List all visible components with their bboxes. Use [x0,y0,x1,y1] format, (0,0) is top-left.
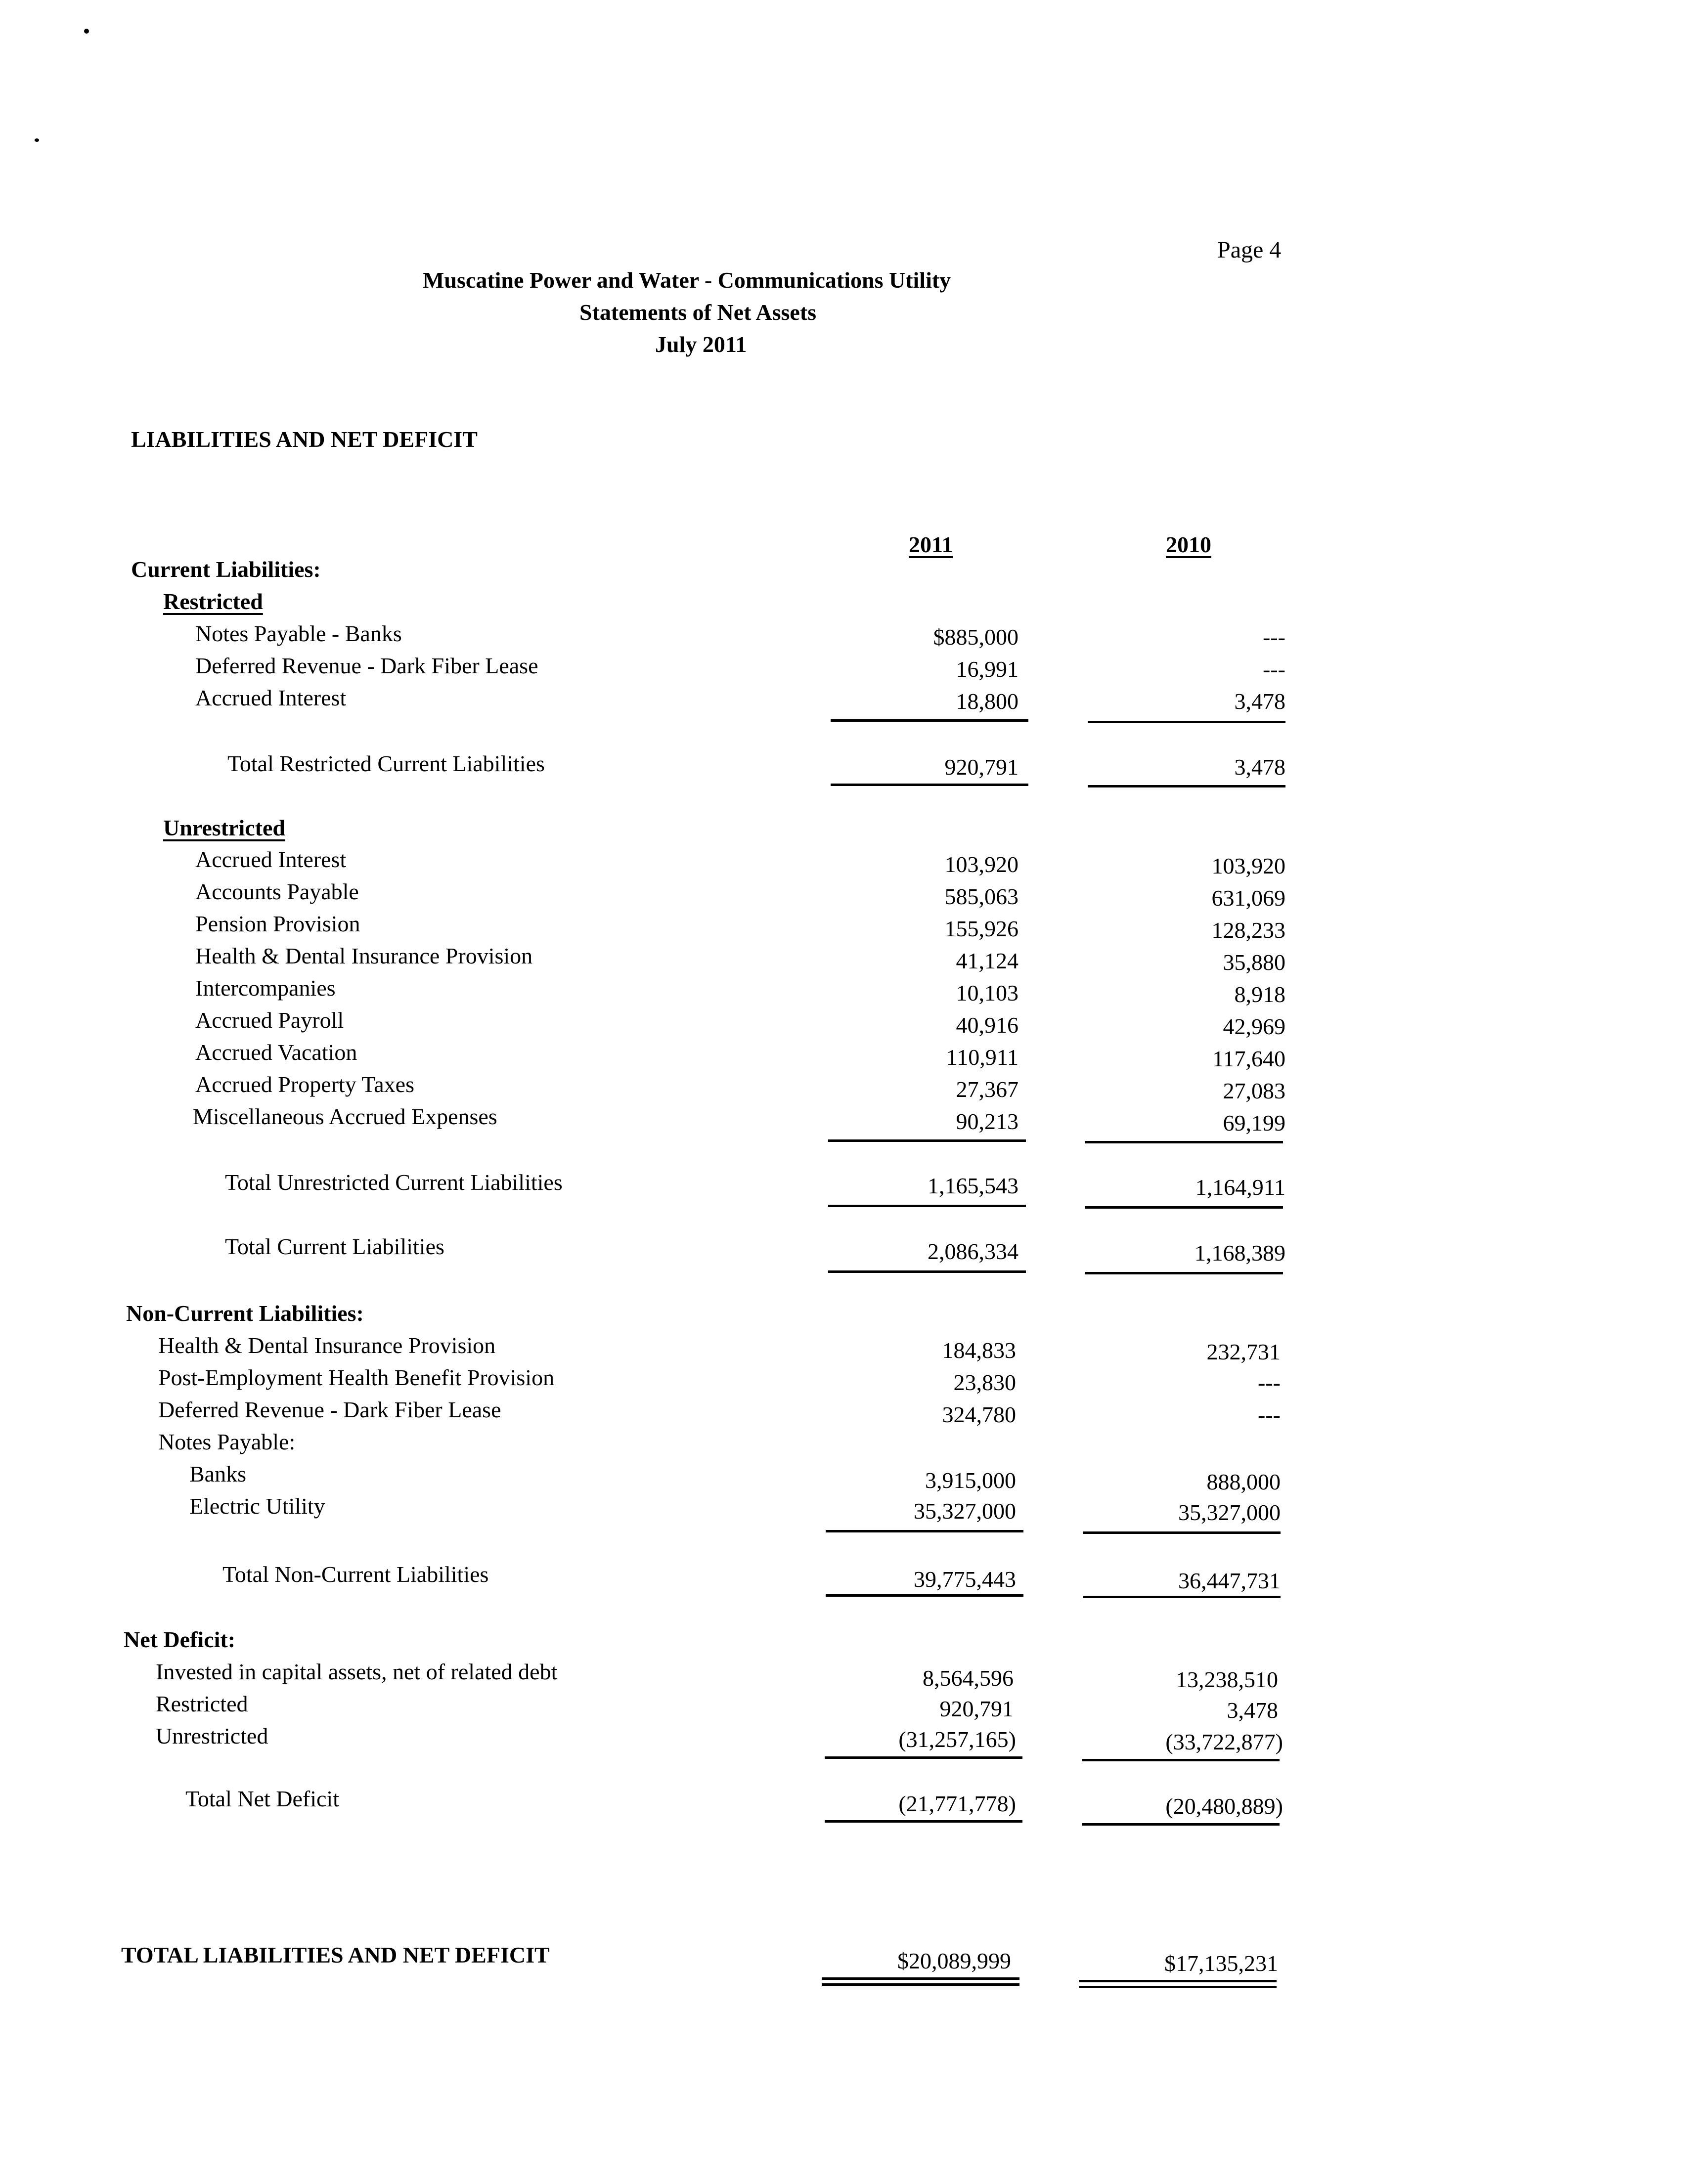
value-2011: 155,926 [944,916,1018,941]
value-2010: --- [1258,1370,1281,1395]
value-2010: 13,238,510 [1176,1667,1278,1692]
restricted-heading: Restricted [163,589,263,614]
value-2010: 8,918 [1234,982,1285,1007]
value-2011: $20,089,999 [897,1948,1011,1973]
value-2010: 117,640 [1212,1046,1285,1071]
value-2011: 90,213 [956,1109,1018,1134]
value-2010: (20,480,889) [1165,1793,1283,1819]
notes-payable-heading: Notes Payable: [158,1429,296,1454]
row-label: Miscellaneous Accrued Expenses [193,1104,497,1129]
value-2011: 2,086,334 [928,1239,1018,1264]
row-label: Total Non-Current Liabilities [222,1562,489,1587]
row-label: Post-Employment Health Benefit Provision [158,1365,555,1390]
value-2011: 10,103 [956,980,1018,1005]
value-2010: 36,447,731 [1178,1568,1281,1593]
value-2010: --- [1263,656,1285,682]
total-rule [1088,785,1285,787]
row-label: Unrestricted [156,1723,268,1748]
row-label: Invested in capital assets, net of related debt [156,1659,558,1684]
section-title: LIABILITIES AND NET DEFICIT [131,427,478,452]
value-2011: 16,991 [956,656,1018,682]
total-rule [1082,1823,1280,1826]
value-2010: 3,478 [1234,754,1285,780]
column-header-2010: 2010 [1166,532,1211,557]
row-label: Accrued Property Taxes [195,1072,414,1097]
value-2010: 128,233 [1211,917,1285,943]
value-2010: 69,199 [1223,1110,1285,1136]
scan-speck [35,138,39,142]
row-label: TOTAL LIABILITIES AND NET DEFICIT [121,1942,550,1967]
company-title: Muscatine Power and Water - Communications Utility [423,267,951,293]
row-label: Banks [189,1461,246,1486]
value-2011: (21,771,778) [898,1791,1016,1816]
row-label: Accrued Payroll [195,1007,344,1033]
period-title: July 2011 [655,332,747,357]
subtotal-rule [825,1756,1022,1759]
row-label: Deferred Revenue - Dark Fiber Lease [195,653,538,678]
row-label: Restricted [156,1691,248,1716]
value-2010: 27,083 [1223,1078,1285,1103]
subtotal-rule [828,1139,1026,1142]
value-2011: 920,791 [939,1696,1014,1721]
value-2010: 1,168,389 [1195,1240,1285,1266]
total-rule [825,1820,1022,1823]
value-2011: 3,915,000 [925,1468,1016,1493]
value-2011: 1,165,543 [928,1173,1018,1198]
value-2010: 35,327,000 [1178,1500,1281,1525]
total-rule [826,1594,1023,1597]
value-2010: (33,722,877) [1165,1729,1283,1754]
total-rule [1085,1206,1283,1209]
value-2011: 27,367 [956,1077,1018,1102]
value-2010: 103,920 [1211,853,1285,878]
value-2011: 585,063 [944,884,1018,909]
total-rule [831,784,1028,786]
value-2010: $17,135,231 [1164,1951,1278,1976]
subtotal-rule [1082,1759,1280,1761]
row-label: Accounts Payable [195,879,359,904]
total-rule [1085,1272,1283,1274]
net-deficit-heading: Net Deficit: [124,1627,236,1652]
scan-speck [84,29,89,34]
subtotal-rule [826,1530,1023,1532]
value-2010: 3,478 [1234,689,1285,714]
row-label: Health & Dental Insurance Provision [195,943,533,968]
value-2011: 40,916 [956,1012,1018,1038]
subtotal-rule [1088,721,1285,723]
subtotal-rule [1083,1531,1281,1534]
value-2011: 8,564,596 [923,1665,1014,1691]
value-2011: 18,800 [956,689,1018,714]
row-label: Electric Utility [189,1493,325,1519]
row-label: Total Current Liabilities [225,1234,444,1259]
row-label: Accrued Vacation [195,1040,357,1065]
value-2010: 631,069 [1211,885,1285,911]
row-label: Notes Payable - Banks [195,621,402,646]
double-rule-bottom [1079,1986,1277,1988]
value-2010: 35,880 [1223,950,1285,975]
value-2010: 1,164,911 [1195,1175,1285,1200]
subtotal-rule [1085,1141,1283,1143]
value-2011: 39,775,443 [914,1567,1016,1592]
row-label: Total Unrestricted Current Liabilities [225,1170,563,1195]
total-rule [828,1270,1026,1273]
row-label: Total Restricted Current Liabilities [227,751,545,776]
value-2010: 232,731 [1206,1339,1281,1364]
unrestricted-heading: Unrestricted [163,815,285,840]
column-header-2011: 2011 [909,532,953,557]
value-2011: 324,780 [942,1402,1016,1427]
value-2010: --- [1258,1402,1281,1427]
double-rule-top [822,1977,1019,1980]
row-label: Pension Provision [195,911,360,936]
row-label: Accrued Interest [195,685,347,710]
statement-title: Statements of Net Assets [579,300,817,325]
value-2011: 920,791 [944,754,1018,780]
non-current-liabilities-heading: Non-Current Liabilities: [126,1301,364,1326]
current-liabilities-heading: Current Liabilities: [131,557,321,582]
value-2010: 3,478 [1227,1698,1278,1723]
value-2010: --- [1263,624,1285,650]
page-number: Page 4 [1217,237,1282,263]
row-label: Intercompanies [195,975,336,1001]
subtotal-rule [831,719,1028,722]
total-rule [828,1205,1026,1207]
double-rule-top [1079,1980,1277,1982]
value-2011: 41,124 [956,948,1018,973]
value-2010: 888,000 [1206,1469,1281,1494]
value-2011: 110,911 [946,1045,1018,1070]
row-label: Total Net Deficit [185,1786,339,1811]
value-2011: (31,257,165) [898,1727,1016,1752]
row-label: Deferred Revenue - Dark Fiber Lease [158,1397,501,1422]
value-2011: 184,833 [942,1338,1016,1363]
row-label: Health & Dental Insurance Provision [158,1333,496,1358]
value-2011: 35,327,000 [914,1498,1016,1524]
double-rule-bottom [822,1983,1019,1986]
value-2011: 103,920 [944,852,1018,877]
value-2011: 23,830 [953,1370,1016,1395]
total-rule [1083,1596,1281,1598]
row-label: Accrued Interest [195,847,347,872]
value-2011: $885,000 [933,624,1018,650]
value-2010: 42,969 [1223,1014,1285,1039]
